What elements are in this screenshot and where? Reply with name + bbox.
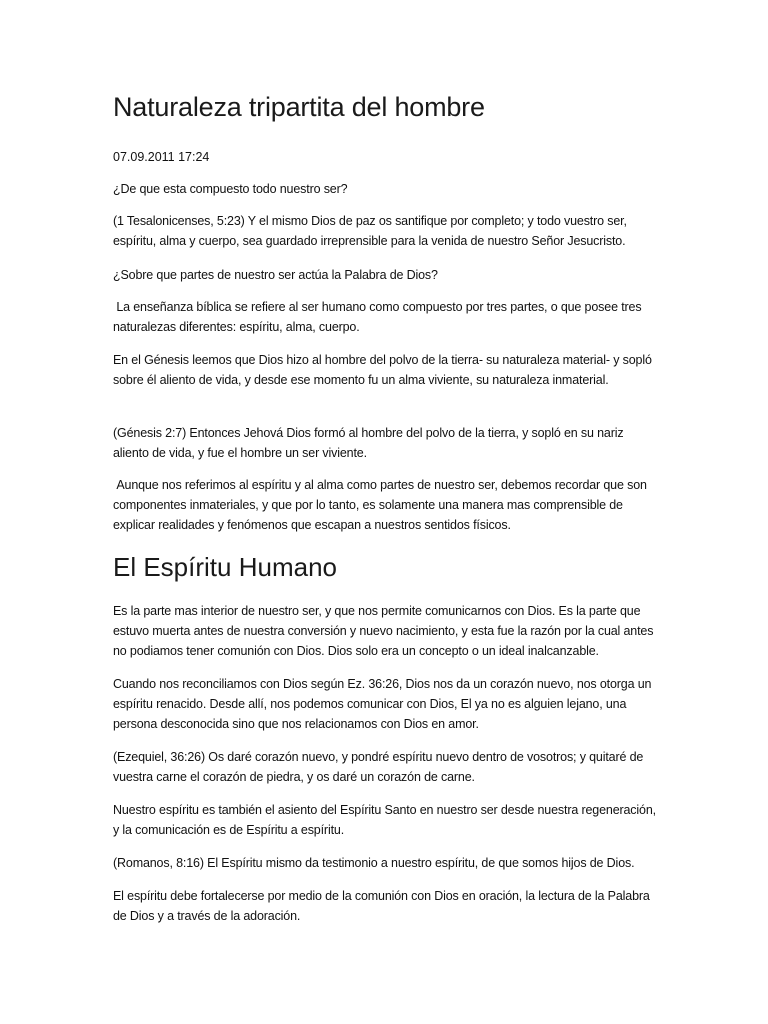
paragraph-parte-interior: Es la parte mas interior de nuestro ser, y que nos permite comunicarnos con Dios. Es la parte que estuvo muerta antes de nuestra conversión y nuevo nacimiento, y esta fue la razón por la cual antes no podiamos tener comunión con Dios. Dios solo era un concepto o un ideal inalcanzable. — [113, 604, 654, 658]
paragraph-fortalecerse: El espíritu debe fortalecerse por medio de la comunión con Dios en oración, la lectura de la Palabra de Dios y a través de la adoración. — [113, 889, 650, 923]
paragraph-reconciliamos: Cuando nos reconciliamos con Dios según Ez. 36:26, Dios nos da un corazón nuevo, nos otorga un espíritu renacido. Desde allí, nos podemos comunicar con Dios, El ya no es alguien lejano, una persona desconocida sino que nos relacionamos con Dios en amor. — [113, 677, 652, 731]
verse-ezequiel-36-26: (Ezequiel, 36:26) Os daré corazón nuevo, y pondré espíritu nuevo dentro de vosotros; y quitaré de vuestra carne el corazón de piedra, y os daré un corazón de carne. — [113, 750, 644, 784]
paragraph-asiento-espiritu: Nuestro espíritu es también el asiento del Espíritu Santo en nuestro ser desde nuestra regeneración, y la comunicación es de Espíritu a espíritu. — [113, 803, 656, 837]
document-date: 07.09.2011 17:24 — [113, 150, 210, 164]
verse-romanos-8-16: (Romanos, 8:16) El Espíritu mismo da testimonio a nuestro espíritu, de que somos hijos de Dios. — [113, 856, 635, 870]
question-palabra: ¿Sobre que partes de nuestro ser actúa la Palabra de Dios? — [113, 268, 438, 282]
question-composition: ¿De que esta compuesto todo nuestro ser? — [113, 182, 348, 196]
verse-genesis-2-7: (Génesis 2:7) Entonces Jehová Dios formó al hombre del polvo de la tierra, y sopló en su nariz aliento de vida, y fue el hombre un ser viviente. — [113, 426, 624, 460]
section-title: El Espíritu Humano — [113, 552, 337, 582]
verse-1-tesalonicenses: (1 Tesalonicenses, 5:23) Y el mismo Dios de paz os santifique por completo; y todo vuestro ser, espíritu, alma y cuerpo, sea guardado irreprensible para la venida de nuestro Señor Jesucristo. — [113, 214, 627, 248]
document-title: Naturaleza tripartita del hombre — [113, 92, 485, 122]
paragraph-componentes: Aunque nos referimos al espíritu y al alma como partes de nuestro ser, debemos recordar que son componentes inmateriales, y que por lo tanto, es solamente una manera mas comprensible de explicar realidades y fenómenos que escapan a nuestros sentidos físicos. — [113, 478, 651, 532]
paragraph-genesis: En el Génesis leemos que Dios hizo al hombre del polvo de la tierra- su naturaleza material- y sopló sobre él aliento de vida, y desde ese momento fu un alma viviente, su naturaleza inmaterial. — [113, 353, 652, 387]
paragraph-ensenanza: La enseñanza bíblica se refiere al ser humano como compuesto por tres partes, o que posee tres naturalezas diferentes: espíritu, alma, cuerpo. — [113, 300, 645, 334]
